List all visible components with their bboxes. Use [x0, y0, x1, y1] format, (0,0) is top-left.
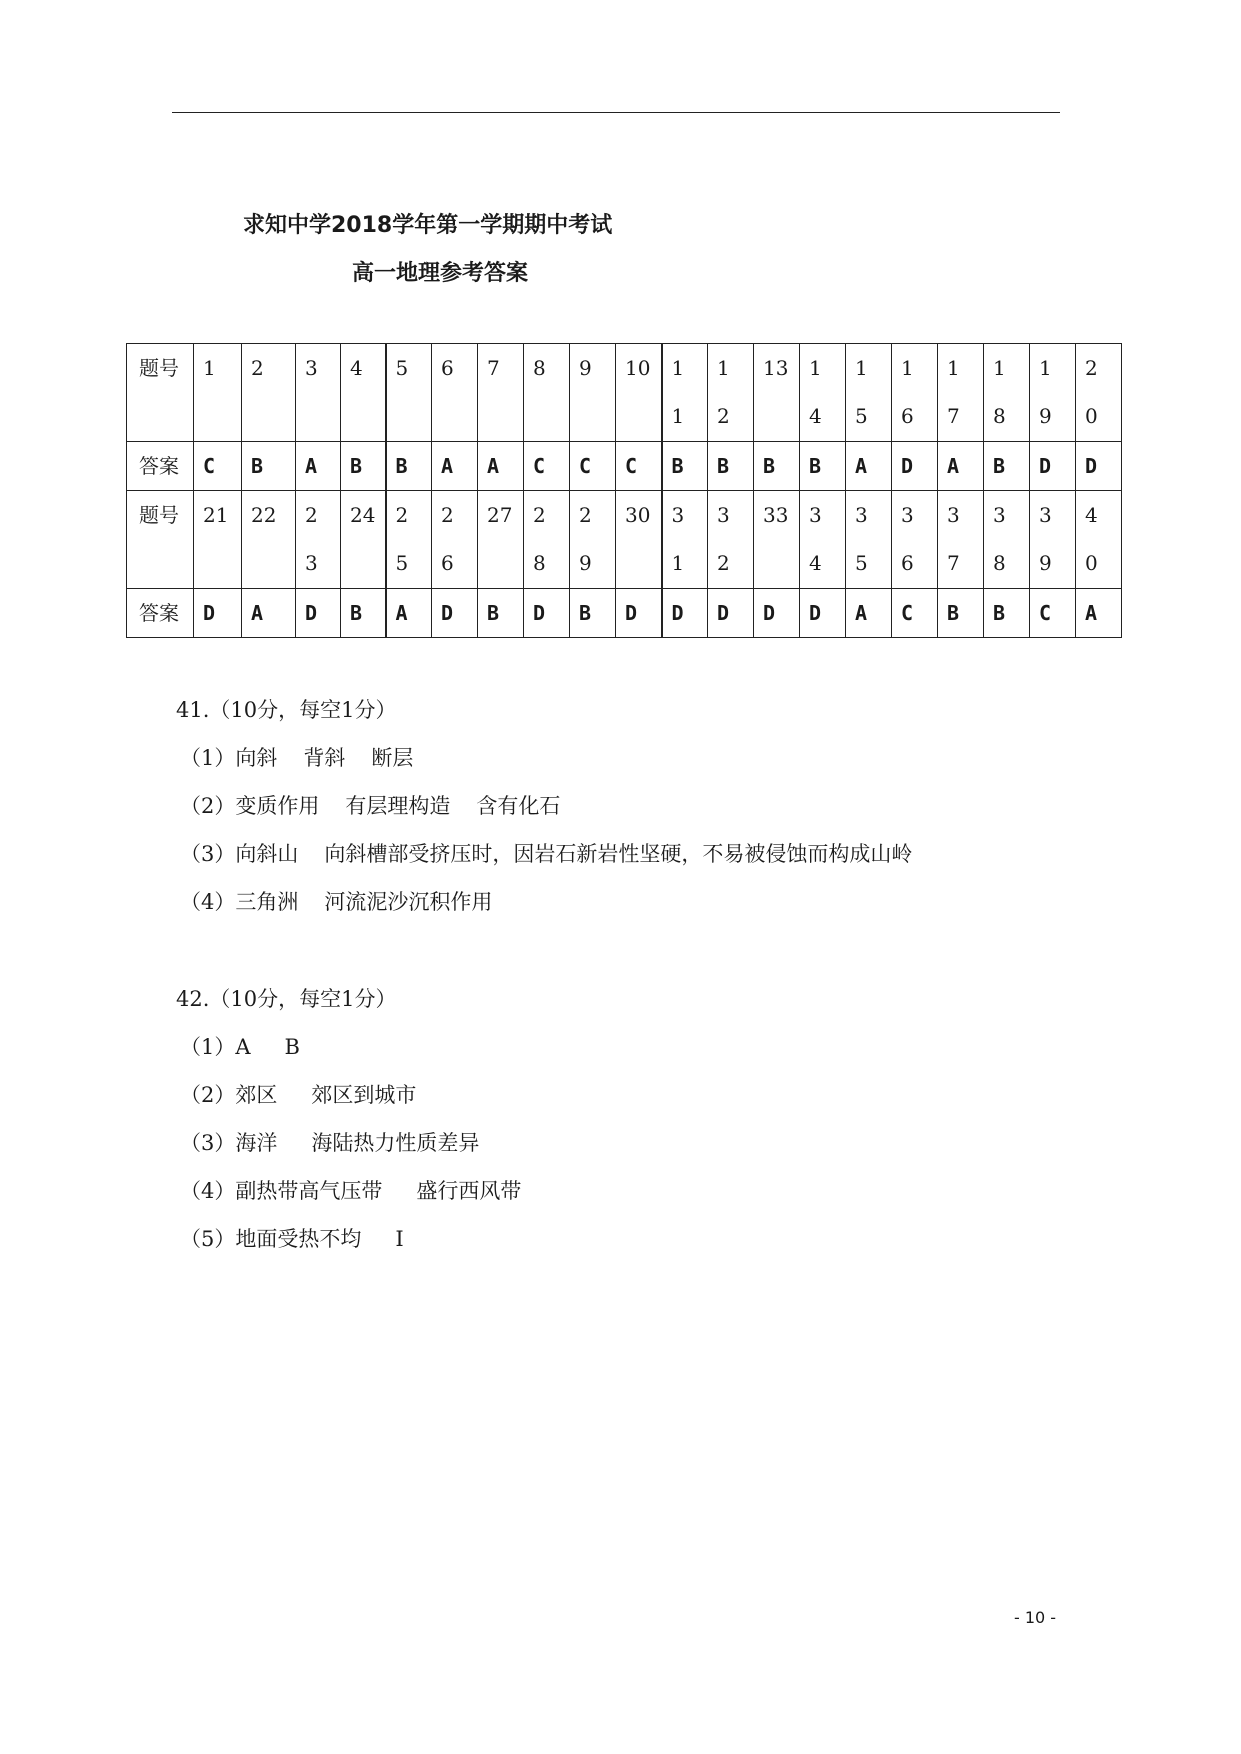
- q41-answer-line: [176, 782, 912, 830]
- answer-letter: A: [855, 601, 868, 625]
- answer-letter: A: [305, 454, 318, 478]
- question-number-cell: [386, 491, 432, 589]
- question-number: 3 5: [855, 503, 868, 575]
- answer-letter: D: [671, 601, 684, 625]
- page-number: - 10 -: [1014, 1608, 1057, 1627]
- question-number-cell: [194, 344, 242, 442]
- row-label-answer: [127, 589, 194, 638]
- answer-blank: （2）变质作用: [180, 794, 320, 818]
- question-number: 1: [203, 356, 216, 380]
- question-number-cell: [892, 491, 938, 589]
- answer-blank: 背斜: [303, 746, 346, 770]
- answer-letter: D: [717, 601, 730, 625]
- question-number: 3 8: [993, 503, 1006, 575]
- answer-blank: （4）三角洲: [180, 890, 299, 914]
- question-number-cell: [432, 491, 478, 589]
- question-number: 21: [203, 503, 229, 527]
- answer-letter: B: [763, 454, 776, 478]
- answer-letter: B: [993, 454, 1006, 478]
- answer-letter: D: [809, 601, 822, 625]
- question-number: 2 9: [579, 503, 592, 575]
- q42-lines: [176, 1023, 521, 1263]
- question-number: 10: [625, 356, 651, 380]
- question-number-cell: [570, 344, 616, 442]
- answer-letter-cell: [938, 589, 984, 638]
- question-number-cell: [478, 491, 524, 589]
- question-number: 4 0: [1085, 503, 1098, 575]
- answer-blank: （3）向斜山: [180, 842, 299, 866]
- question-number: 3 7: [947, 503, 960, 575]
- question-number-cell: [524, 344, 570, 442]
- row-label-question: [127, 491, 194, 589]
- q42-answer-line: [176, 1215, 521, 1263]
- question-number: 6: [441, 356, 454, 380]
- answer-letter: A: [1085, 601, 1098, 625]
- answer-letter-cell: [984, 589, 1030, 638]
- question-number-cell: [616, 344, 662, 442]
- q42-answer-line: [176, 1071, 521, 1119]
- answer-letter: A: [855, 454, 868, 478]
- question-number: 27: [487, 503, 513, 527]
- question-number: 3 6: [901, 503, 914, 575]
- question-number: 2 5: [395, 503, 409, 575]
- question-number-cell: [570, 491, 616, 589]
- answer-blank: 盛行西风带: [416, 1179, 522, 1203]
- answer-blank: B: [284, 1035, 300, 1059]
- question-number-cell: [708, 344, 754, 442]
- q41-answer-line: [176, 878, 912, 926]
- answer-blank: （3）海洋: [180, 1131, 278, 1155]
- question-number: 3 2: [717, 503, 730, 575]
- answer-letter-cell: [1030, 589, 1076, 638]
- answer-letter-cell: [892, 589, 938, 638]
- question-number: 5: [395, 356, 409, 380]
- answer-row-2: [127, 589, 1122, 638]
- question-number-cell: [984, 344, 1030, 442]
- question-number: 33: [763, 503, 789, 527]
- answer-key-title: 高一地理参考答案: [352, 261, 529, 286]
- question-number: 2 0: [1085, 356, 1098, 428]
- answer-letter: C: [901, 601, 914, 625]
- answer-letter: C: [203, 454, 216, 478]
- question-number-cell: [432, 344, 478, 442]
- q42-section: [176, 975, 521, 1263]
- question-row-2: [127, 491, 1122, 589]
- question-number-cell: [662, 491, 708, 589]
- question-number: 2 8: [533, 503, 546, 575]
- answer-blank: 有层理构造: [345, 794, 451, 818]
- answer-letter: D: [901, 454, 914, 478]
- answer-blank: 含有化石: [476, 794, 561, 818]
- answer-letter: D: [305, 601, 318, 625]
- question-number: 24: [350, 503, 376, 527]
- question-number: 2 3: [305, 503, 318, 575]
- question-number: 7: [487, 356, 500, 380]
- question-number-cell: [800, 344, 846, 442]
- question-number: 1 7: [947, 356, 960, 428]
- answer-blank: 河流泥沙沉积作用: [324, 890, 493, 914]
- question-number-cell: [341, 344, 386, 442]
- q41-section: [176, 686, 912, 926]
- q42-heading: 42.（10分，每空1分）: [176, 987, 397, 1011]
- row-label-question: [127, 344, 194, 442]
- q42-answer-line: [176, 1119, 521, 1167]
- question-number-cell: [846, 344, 892, 442]
- answer-letter: C: [1039, 601, 1052, 625]
- question-number: 3: [305, 356, 318, 380]
- answer-letter-cell: [242, 589, 296, 638]
- question-number-cell: [800, 491, 846, 589]
- question-row-1: [127, 344, 1122, 442]
- answer-letter: C: [579, 454, 592, 478]
- answer-letter: B: [350, 454, 363, 478]
- question-number: 1 6: [901, 356, 914, 428]
- answer-letter: D: [533, 601, 546, 625]
- answer-letter: D: [1085, 454, 1098, 478]
- question-number: 1 2: [717, 356, 730, 428]
- q42-answer-line: [176, 1023, 521, 1071]
- question-number-cell: [754, 344, 800, 442]
- question-number-cell: [386, 344, 432, 442]
- answer-blank: Ⅰ: [395, 1227, 404, 1251]
- answer-letter: B: [671, 454, 684, 478]
- answer-blank: 海陆热力性质差异: [311, 1131, 480, 1155]
- question-number-cell: [1076, 344, 1122, 442]
- question-number: 30: [625, 503, 651, 527]
- question-number: 3 4: [809, 503, 822, 575]
- q41-lines: [176, 734, 912, 926]
- answer-letter: C: [625, 454, 638, 478]
- answer-letter-cell: [194, 589, 242, 638]
- question-number-cell: [296, 491, 341, 589]
- answer-blank: （5）地面受热不均: [180, 1227, 362, 1251]
- q41-heading: 41.（10分，每空1分）: [176, 698, 397, 722]
- answer-letter-cell: [1076, 589, 1122, 638]
- question-number-cell: [242, 344, 296, 442]
- answer-letter: D: [441, 601, 454, 625]
- q41-answer-line: [176, 830, 912, 878]
- header-rule: [172, 112, 1060, 113]
- row-label-text: 答案: [139, 454, 179, 478]
- question-number: 8: [533, 356, 546, 380]
- answer-letter-cell: [616, 589, 662, 638]
- question-number-cell: [1030, 344, 1076, 442]
- question-number-cell: [616, 491, 662, 589]
- question-number-cell: [754, 491, 800, 589]
- question-number-cell: [938, 344, 984, 442]
- answer-letter: B: [947, 601, 960, 625]
- question-number-cell: [662, 344, 708, 442]
- question-number: 1 9: [1039, 356, 1052, 428]
- question-number-cell: [846, 491, 892, 589]
- answer-letter-cell: [478, 589, 524, 638]
- answer-letter: B: [993, 601, 1006, 625]
- question-number-cell: [938, 491, 984, 589]
- q42-answer-line: [176, 1167, 521, 1215]
- answer-letter: B: [395, 454, 408, 478]
- answer-letter: B: [251, 454, 264, 478]
- answer-letter: B: [579, 601, 592, 625]
- question-number-cell: [708, 491, 754, 589]
- question-number: 1 8: [993, 356, 1006, 428]
- question-number: 13: [763, 356, 789, 380]
- answer-letter-cell: [662, 589, 708, 638]
- answer-letter-cell: [800, 589, 846, 638]
- exam-title: 求知中学2018学年第一学期期中考试: [243, 213, 613, 238]
- question-number: 2: [251, 356, 264, 380]
- answer-letter: D: [1039, 454, 1052, 478]
- question-number-cell: [892, 344, 938, 442]
- answer-table: [126, 343, 1122, 638]
- answer-letter-cell: [341, 589, 386, 638]
- question-number: 3 1: [671, 503, 685, 575]
- answer-letter-cell: [708, 589, 754, 638]
- row-label-text: 题号: [139, 503, 179, 527]
- question-number-cell: [524, 491, 570, 589]
- answer-blank: （1）A: [180, 1035, 251, 1059]
- answer-letter-cell: [846, 589, 892, 638]
- answer-letter: A: [395, 601, 408, 625]
- answer-letter: A: [251, 601, 264, 625]
- row-label-text: 题号: [139, 356, 179, 380]
- answer-blank: （4）副热带高气压带: [180, 1179, 383, 1203]
- answer-letter: C: [533, 454, 546, 478]
- question-number-cell: [478, 344, 524, 442]
- question-number: 1 5: [855, 356, 868, 428]
- answer-letter: A: [441, 454, 454, 478]
- question-number-cell: [1076, 491, 1122, 589]
- question-number-cell: [194, 491, 242, 589]
- answer-letter-cell: [432, 589, 478, 638]
- question-number: 3 9: [1039, 503, 1052, 575]
- question-number: 22: [251, 503, 277, 527]
- answer-letter: A: [947, 454, 960, 478]
- answer-letter: B: [487, 601, 500, 625]
- question-number: 9: [579, 356, 592, 380]
- answer-blank: 向斜槽部受挤压时，因岩石新岩性坚硬，不易被侵蚀而构成山岭: [324, 842, 913, 866]
- answer-letter-cell: [386, 589, 432, 638]
- answer-letter: A: [487, 454, 500, 478]
- answer-blank: （2）郊区: [180, 1083, 278, 1107]
- q41-answer-line: [176, 734, 912, 782]
- question-number: 4: [350, 356, 363, 380]
- question-number-cell: [242, 491, 296, 589]
- answer-blank: 郊区到城市: [311, 1083, 417, 1107]
- question-number-cell: [984, 491, 1030, 589]
- row-label-text: 答案: [139, 601, 179, 625]
- answer-letter-cell: [570, 589, 616, 638]
- question-number-cell: [341, 491, 386, 589]
- answer-letter: D: [625, 601, 638, 625]
- answer-letter-cell: [296, 589, 341, 638]
- answer-letter: B: [350, 601, 363, 625]
- question-number-cell: [296, 344, 341, 442]
- answer-letter-cell: [524, 589, 570, 638]
- question-number: 1 1: [671, 356, 685, 428]
- answer-blank: 断层: [371, 746, 414, 770]
- question-number-cell: [1030, 491, 1076, 589]
- answer-blank: （1）向斜: [180, 746, 278, 770]
- answer-letter: B: [717, 454, 730, 478]
- answer-letter-cell: [754, 589, 800, 638]
- question-number: 2 6: [441, 503, 454, 575]
- answer-letter: D: [203, 601, 216, 625]
- answer-letter: D: [763, 601, 776, 625]
- answer-letter: B: [809, 454, 822, 478]
- question-number: 1 4: [809, 356, 822, 428]
